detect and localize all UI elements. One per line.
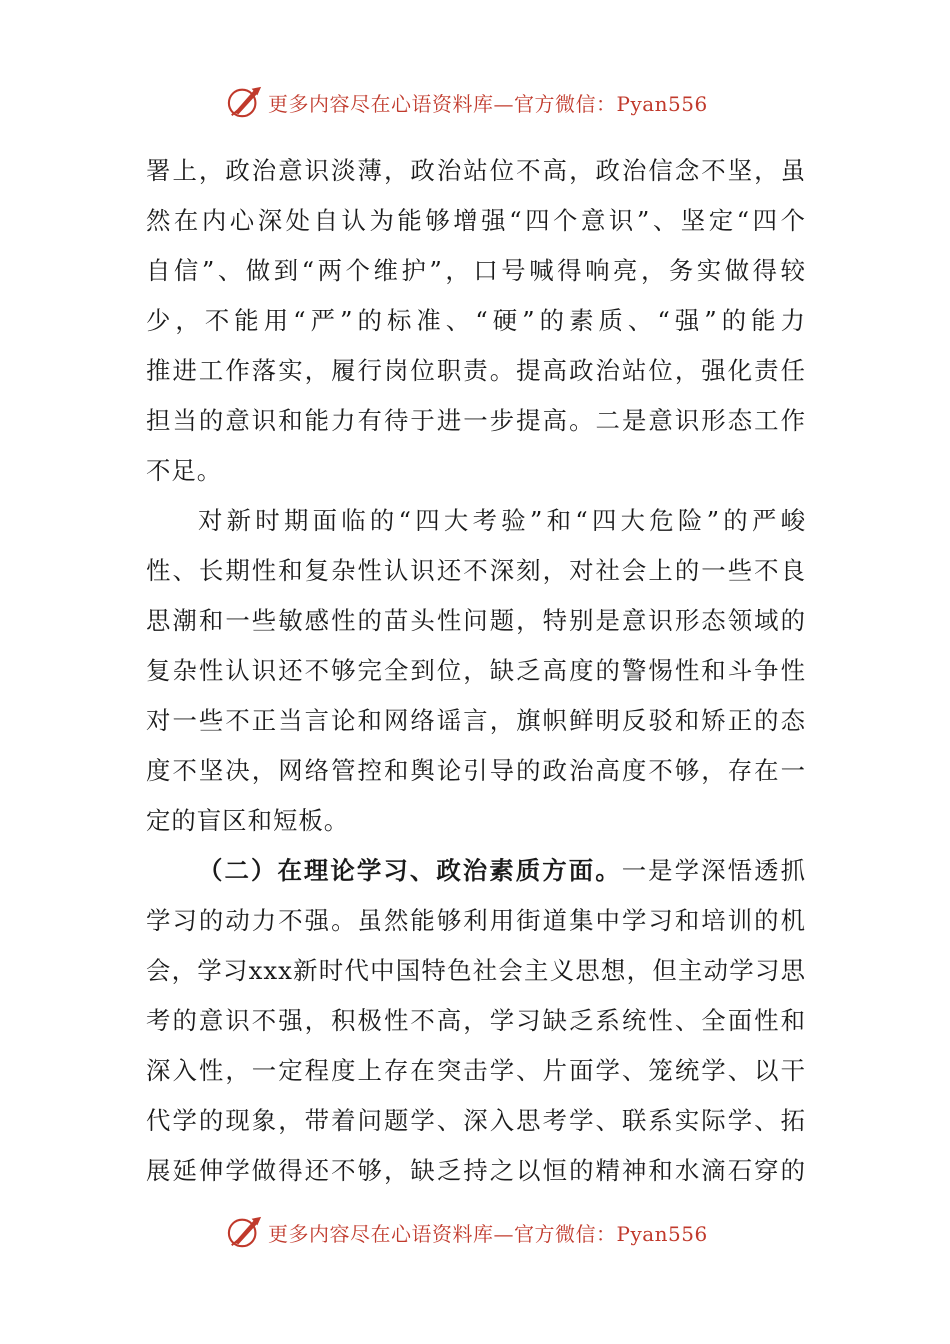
text-line: 少，不能用“严”的标准、“硬”的素质、“强”的能力 [146, 306, 806, 335]
text-line: 展延伸学做得还不够，缺乏持之以恒的精神和水滴石穿的 [146, 1156, 806, 1185]
paragraph-first-line: 对新时期面临的“四大考验”和“四大危险”的严峻 [198, 506, 806, 535]
text-line: 性、长期性和复杂性认识还不深刻，对社会上的一些不良 [146, 556, 806, 585]
text-line: 会，学习xxx新时代中国特色社会主义思想，但主动学习思 [146, 956, 806, 985]
section-heading-rest: 一是学深悟透抓 [621, 856, 806, 885]
text-line: 代学的现象，带着问题学、深入思考学、联系实际学、拓 [146, 1106, 806, 1135]
text-line: 思潮和一些敏感性的苗头性问题，特别是意识形态领域的 [146, 606, 806, 635]
text-line: 复杂性认识还不够完全到位，缺乏高度的警惕性和斗争性 [146, 656, 806, 685]
text-line: 度不坚决，网络管控和舆论引导的政治高度不够，存在一 [146, 756, 806, 785]
text-line: 考的意识不强，积极性不高，学习缺乏系统性、全面性和 [146, 1006, 806, 1035]
text-line: 深入性，一定程度上存在突击学、片面学、笼统学、以干 [146, 1056, 806, 1085]
text-line: 定的盲区和短板。 [146, 806, 350, 835]
banner-text: 更多内容尽在心语资料库—官方微信：Pyan556 [268, 91, 708, 116]
text-line: 担当的意识和能力有待于进一步提高。二是意识形态工作 [146, 406, 806, 435]
footer-banner [0, 1212, 950, 1252]
section-first-line [146, 846, 806, 896]
text-line: 学习的动力不强。虽然能够利用街道集中学习和培训的机 [146, 906, 806, 935]
document-body [146, 146, 806, 1196]
text-line: 然在内心深处自认为能够增强“四个意识”、坚定“四个 [146, 206, 806, 235]
section-heading: （二）在理论学习、政治素质方面。 [198, 856, 622, 885]
text-line: 对一些不正当言论和网络谣言，旗帜鲜明反驳和矫正的态 [146, 706, 806, 735]
text-line: 自信”、做到“两个维护”，口号喊得响亮，务实做得较 [146, 256, 806, 285]
pen-quill-logo-icon [226, 1214, 264, 1250]
text-line: 署上，政治意识淡薄，政治站位不高，政治信念不坚，虽 [146, 156, 806, 185]
text-line: 推进工作落实，履行岗位职责。提高政治站位，强化责任 [146, 356, 806, 385]
header-banner [0, 82, 950, 122]
text-line: 不足。 [146, 456, 223, 485]
pen-quill-logo-icon [226, 84, 264, 120]
banner-text: 更多内容尽在心语资料库—官方微信：Pyan556 [268, 1221, 708, 1246]
